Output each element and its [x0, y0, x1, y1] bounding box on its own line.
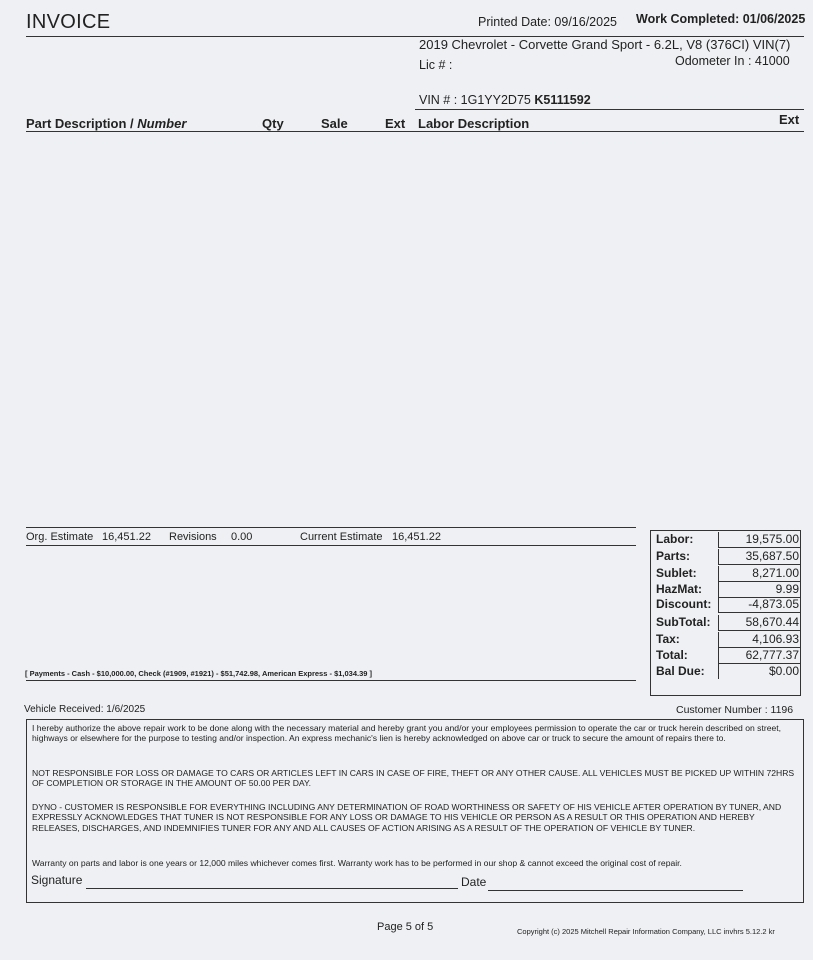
vin-divider [415, 109, 804, 110]
total-value: 62,777.37 [718, 648, 800, 664]
signature-line[interactable] [86, 888, 458, 889]
vin-prefix: VIN # : 1G1YY2D75 [419, 93, 535, 107]
totals-row-subtotal [651, 615, 800, 631]
tax-value: 4,106.93 [718, 632, 800, 648]
discount-value: -4,873.05 [718, 597, 800, 613]
dyno-text: DYNO - CUSTOMER IS RESPONSIBLE FOR EVERYTHING INCLUDING ANY DETERMINATION OF ROAD WORTHINESS OR SAFETY OF HIS VEHICLE AFTER OPERATION BY TUNER, AND EXPRESSLY ACKNOWLEDGES THAT TUNER IS NOT RESPONSIBLE FOR ANY LOSS OR DAMAGE TO HIS VEHICLE OR PERSON AS A RESULT OR THIS OPERATION AND HEREBY RELEASES, DISCHARGES, AND INDEMNIFIES TUNER FOR ANY AND ALL CAUSES OF ACTION ARISING AS A RESULT OF THE OPERATION OF VEHICLE BY TUNER. [32, 802, 782, 833]
column-ext-labor: Ext [779, 112, 800, 127]
number-label: Number [137, 116, 187, 131]
org-estimate-value: 16,451.22 [102, 531, 151, 543]
payments-summary: [ Payments - Cash - $10,000.00, Check (#1909, #1921) - $51,742.98, American Express - $1,034.39 ] [25, 669, 373, 678]
subtotal-value: 58,670.44 [718, 615, 800, 631]
vin-suffix: K5111592 [534, 93, 591, 107]
revisions-label: Revisions [169, 531, 217, 543]
totals-row-parts [651, 549, 800, 565]
parts-label: Parts: [656, 549, 691, 563]
terms-box [26, 719, 804, 903]
parts-value: 35,687.50 [718, 549, 800, 565]
printed-date: Printed Date: 09/16/2025 [478, 15, 617, 29]
totals-row-discount [651, 597, 800, 613]
customer-number: Customer Number : 1196 [676, 704, 794, 716]
current-estimate-label: Current Estimate [300, 531, 383, 543]
column-header-divider [26, 131, 804, 132]
total-label: Total: [656, 648, 688, 662]
date-label: Date [461, 875, 487, 889]
number-separator: / [126, 116, 138, 131]
revisions-value: 0.00 [231, 531, 253, 543]
sublet-value: 8,271.00 [718, 566, 800, 582]
invoice-title: INVOICE [26, 11, 111, 33]
totals-row-balance-due [651, 664, 800, 680]
org-estimate-label: Org. Estimate [26, 531, 94, 543]
odometer-in: Odometer In : 41000 [675, 54, 790, 68]
hazmat-label: HazMat: [656, 582, 703, 596]
vehicle-description: 2019 Chevrolet - Corvette Grand Sport - 6.2L, V8 (376CI) VIN(7) [419, 37, 791, 52]
column-part-description [26, 116, 186, 131]
vehicle-received: Vehicle Received: 1/6/2025 [24, 704, 146, 715]
discount-label: Discount: [656, 597, 712, 611]
labor-label: Labor: [656, 532, 694, 546]
totals-row-labor [651, 532, 800, 548]
totals-box [650, 530, 801, 696]
warranty-text: Warranty on parts and labor is one years or 12,000 miles whichever comes first. Warranty work has to be performed in our shop & cannot exceed the original cost of repair. [32, 858, 682, 868]
current-estimate-value: 16,451.22 [392, 531, 441, 543]
part-description-label: Part Description [26, 116, 127, 131]
hazmat-value: 9.99 [718, 582, 800, 598]
estimate-bottom-rule [26, 545, 636, 546]
balance-due-label: Bal Due: [656, 664, 705, 678]
totals-row-hazmat [651, 582, 800, 598]
labor-value: 19,575.00 [718, 532, 800, 548]
copyright-notice: Copyright (c) 2025 Mitchell Repair Information Company, LLC invhrs 5.12.2 kr [517, 927, 775, 936]
sublet-label: Sublet: [656, 566, 697, 580]
tax-label: Tax: [656, 632, 680, 646]
signature-label: Signature [31, 873, 83, 887]
totals-row-sublet [651, 566, 800, 582]
column-ext: Ext [385, 116, 406, 131]
subtotal-label: SubTotal: [656, 615, 711, 629]
totals-row-tax [651, 632, 800, 648]
not-responsible-text: NOT RESPONSIBLE FOR LOSS OR DAMAGE TO CARS OR ARTICLES LEFT IN CARS IN CASE OF FIRE, THEFT OR ANY OTHER CAUSE. ALL VEHICLES MUST BE PICKED UP WITHIN 72HRS OF COMPLETION OR STORAGE IN THE AMOUNT OF 50.00 PER DAY. [32, 768, 795, 789]
balance-due-value: $0.00 [718, 664, 800, 679]
totals-row-total [651, 648, 800, 664]
column-labor-description: Labor Description [418, 116, 530, 131]
work-completed-date: Work Completed: 01/06/2025 [636, 12, 806, 26]
date-line[interactable] [488, 890, 743, 891]
column-qty: Qty [262, 116, 284, 131]
authorization-text: I hereby authorize the above repair work to be done along with the necessary material and hereby grant you and/or your employees permission to operate the car or truck herein described on street, highways or elsewhere for the purpose to testing and/or inspection. An express mechanic's lien is hereby acknowledged on above car or truck to secure the amount of repairs there to. [32, 723, 782, 744]
page-number: Page 5 of 5 [377, 921, 434, 933]
vin-number [419, 93, 591, 107]
column-sale: Sale [321, 116, 348, 131]
license-number: Lic # : [419, 58, 453, 72]
payments-rule [26, 680, 636, 681]
estimate-top-rule [26, 527, 636, 528]
